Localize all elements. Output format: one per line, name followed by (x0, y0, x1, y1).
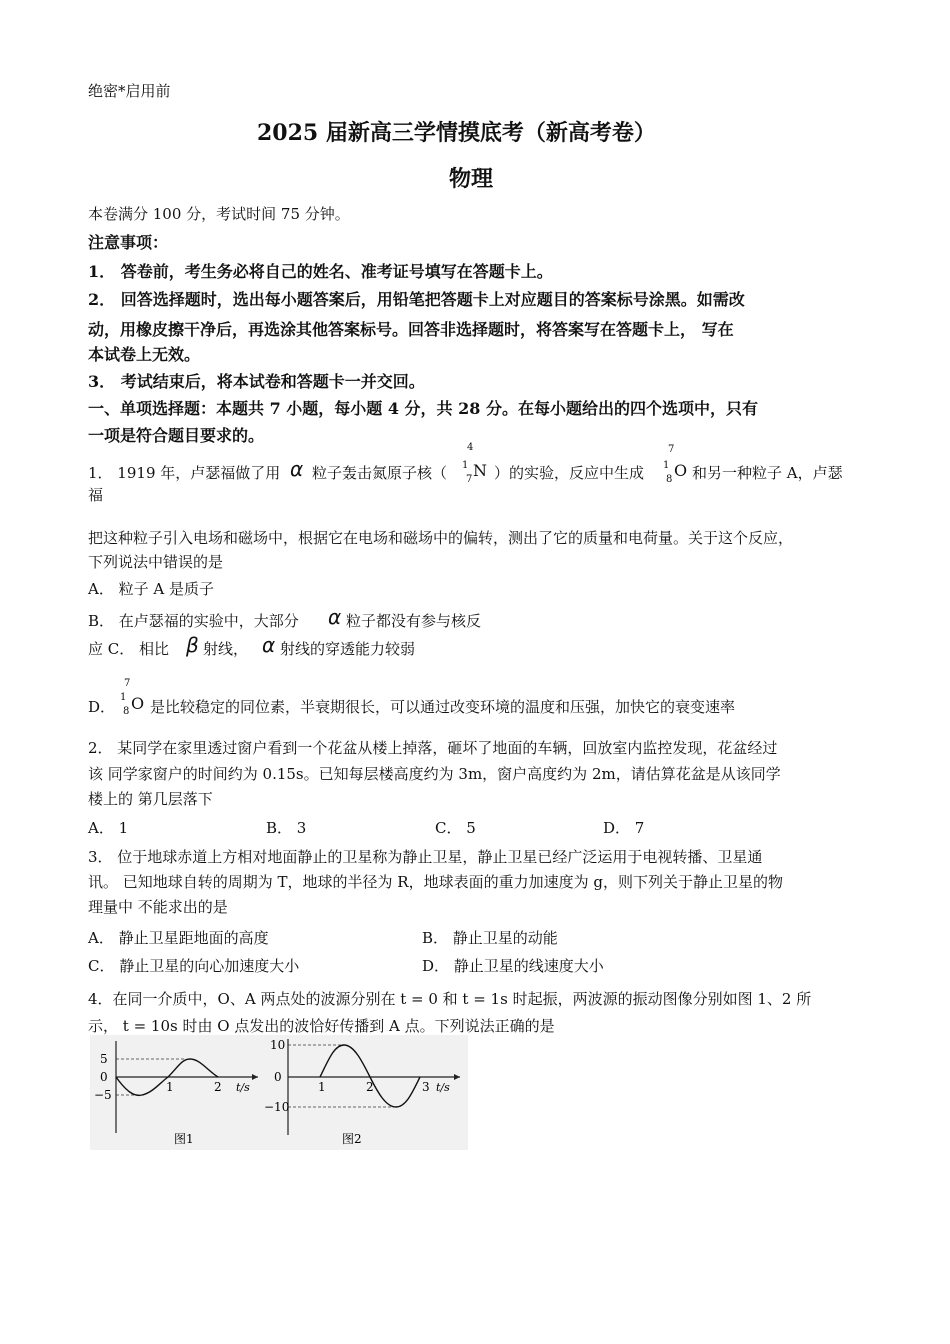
q1-option-c-text: 应 C． 相比 (88, 640, 170, 658)
exam-intro: 本卷满分 100 分，考试时间 75 分钟。 (88, 205, 350, 223)
fig2-x-tick-2: 2 (366, 1080, 374, 1094)
q2-text-line3: 楼上的 第几层落下 (88, 790, 213, 808)
q1-option-c-mid: 射线， (203, 640, 249, 658)
q1-text-part3: ）的实验，反应中生成 (494, 464, 645, 482)
section-heading-line2: 一项是符合题目要求的。 (88, 426, 265, 445)
q2-option-a: A． 1 (88, 819, 129, 837)
q1-option-a: A． 粒子 A 是质子 (88, 580, 214, 598)
q1-option-b-tail: 粒子都没有参与核反 (346, 612, 482, 630)
fig1-caption: 图1 (174, 1132, 194, 1146)
fig2-y-tick-top: 10 (270, 1038, 286, 1052)
notice-item-3: 3． 考试结束后，将本试卷和答题卡一并交回。 (88, 372, 425, 391)
oxygen-superscript: 7 (668, 444, 675, 455)
q1-text-part2: 粒子轰击氮原子核（ (312, 464, 448, 482)
q2-option-d: D． 7 (603, 819, 645, 837)
alpha-symbol: α (290, 457, 304, 481)
q3-option-b: B． 静止卫星的动能 (422, 929, 558, 947)
section-heading-line1: 一、单项选择题：本题共 7 小题，每小题 4 分，共 28 分。在每小题给出的四个选项中，只有 (88, 399, 758, 418)
alpha-symbol: α (328, 605, 342, 629)
nitrogen-subscript: 7 (466, 474, 473, 485)
q1-option-b-text: B． 在卢瑟福的实验中，大部分 (88, 612, 299, 630)
q4-text-line2: 示， t = 10s 时由 O 点发出的波恰好传播到 A 点。下列说法正确的是 (88, 1017, 555, 1035)
q1-text-part1: 1． 1919 年，卢瑟福做了用 (88, 464, 281, 482)
fig1-x-tick-1: 1 (166, 1080, 174, 1094)
beta-symbol: β (186, 633, 199, 657)
fig2-y-tick-bottom: −10 (264, 1100, 290, 1114)
q1-option-d-symbol: O (131, 694, 145, 713)
fig1-y-tick-top: 5 (100, 1052, 108, 1066)
q3-option-d: D． 静止卫星的线速度大小 (422, 957, 604, 975)
fig1-y-tick-zero: 0 (100, 1070, 108, 1084)
fig2-x-tick-3: 3 (422, 1080, 430, 1094)
q2-option-b: B． 3 (266, 819, 307, 837)
nitrogen-superscript: 4 (467, 442, 474, 453)
notice-item-2-line1: 2． 回答选择题时，选出每小题答案后，用铅笔把答题卡上对应题目的答案标号涂黑。如需改 (88, 290, 745, 309)
secret-label: 绝密*启用前 (88, 82, 171, 100)
q1-option-d-subscript: 8 (123, 706, 130, 717)
q1-text-line4: 下列说法中错误的是 (88, 553, 224, 571)
alpha-symbol: α (262, 633, 276, 657)
notice-heading: 注意事项： (88, 233, 169, 252)
q1-option-d-prescript: 1 (120, 692, 127, 703)
notice-item-2-line2: 动，用橡皮擦干净后，再选涂其他答案标号。回答非选择题时，将答案写在答题卡上， 写在 (88, 320, 734, 339)
fig2-caption: 图2 (342, 1132, 362, 1146)
page-title: 2025 届新高三学情摸底考（新高考卷） (257, 120, 656, 146)
fig1-axis-label: t/s (236, 1081, 250, 1094)
q3-text-line1: 3． 位于地球赤道上方相对地面静止的卫星称为静止卫星，静止卫星已经广泛运用于电视转播、卫星通 (88, 848, 763, 866)
q1-text-line2: 福 (88, 486, 104, 504)
nitrogen-symbol: N (473, 461, 487, 480)
oxygen-symbol: O (674, 461, 688, 480)
q1-option-d-label: D． (88, 698, 116, 716)
q1-option-c-tail: 射线的穿透能力较弱 (280, 640, 416, 658)
q1-option-d-text: 是比较稳定的同位素，半衰期很长，可以通过改变环境的温度和压强，加快它的衰变速率 (150, 698, 736, 716)
fig2-axis-label: t/s (436, 1081, 450, 1094)
fig2-y-tick-zero: 0 (274, 1070, 282, 1084)
q2-text-line2: 该 同学家窗户的时间约为 0.15s。已知每层楼高度约为 3m，窗户高度约为 2m，请估算花盆是从该同学 (88, 765, 781, 783)
q1-option-d-superscript: 7 (124, 678, 131, 689)
nitrogen-prescript: 1 (462, 460, 469, 471)
notice-item-1: 1． 答卷前，考生务必将自己的姓名、准考证号填写在答题卡上。 (88, 262, 553, 281)
oxygen-prescript: 1 (663, 460, 670, 471)
notice-item-2-line3: 本试卷上无效。 (88, 345, 201, 364)
fig1-y-tick-bottom: −5 (94, 1088, 112, 1102)
q4-text-line1: 4．在同一介质中，O、A 两点处的波源分别在 t = 0 和 t = 1s 时起振，两波源的振动图像分别如图 1、2 所 (88, 990, 812, 1008)
q2-text-line1: 2． 某同学在家里透过窗户看到一个花盆从楼上掉落，砸坏了地面的车辆，回放室内监控发现，花盆经过 (88, 739, 778, 757)
fig1-x-tick-2: 2 (214, 1080, 222, 1094)
q3-text-line3: 理量中 不能求出的是 (88, 898, 228, 916)
q1-text-part4: 和另一种粒子 A，卢瑟 (692, 464, 843, 482)
oxygen-subscript: 8 (666, 474, 673, 485)
figure-1-oscillation-graph (90, 1035, 270, 1150)
figure-2-oscillation-graph (262, 1035, 468, 1150)
fig2-x-tick-1: 1 (318, 1080, 326, 1094)
q3-text-line2: 讯。 已知地球自转的周期为 T，地球的半径为 R，地球表面的重力加速度为 g，则下列关于静止卫星的物 (88, 873, 783, 891)
subject-title: 物理 (449, 166, 494, 192)
q3-option-c: C． 静止卫星的向心加速度大小 (88, 957, 300, 975)
q2-option-c: C． 5 (435, 819, 476, 837)
q1-text-line3: 把这种粒子引入电场和磁场中，根据它在电场和磁场中的偏转，测出了它的质量和电荷量。关于这个反应， (88, 529, 794, 547)
q3-option-a: A． 静止卫星距地面的高度 (88, 929, 269, 947)
